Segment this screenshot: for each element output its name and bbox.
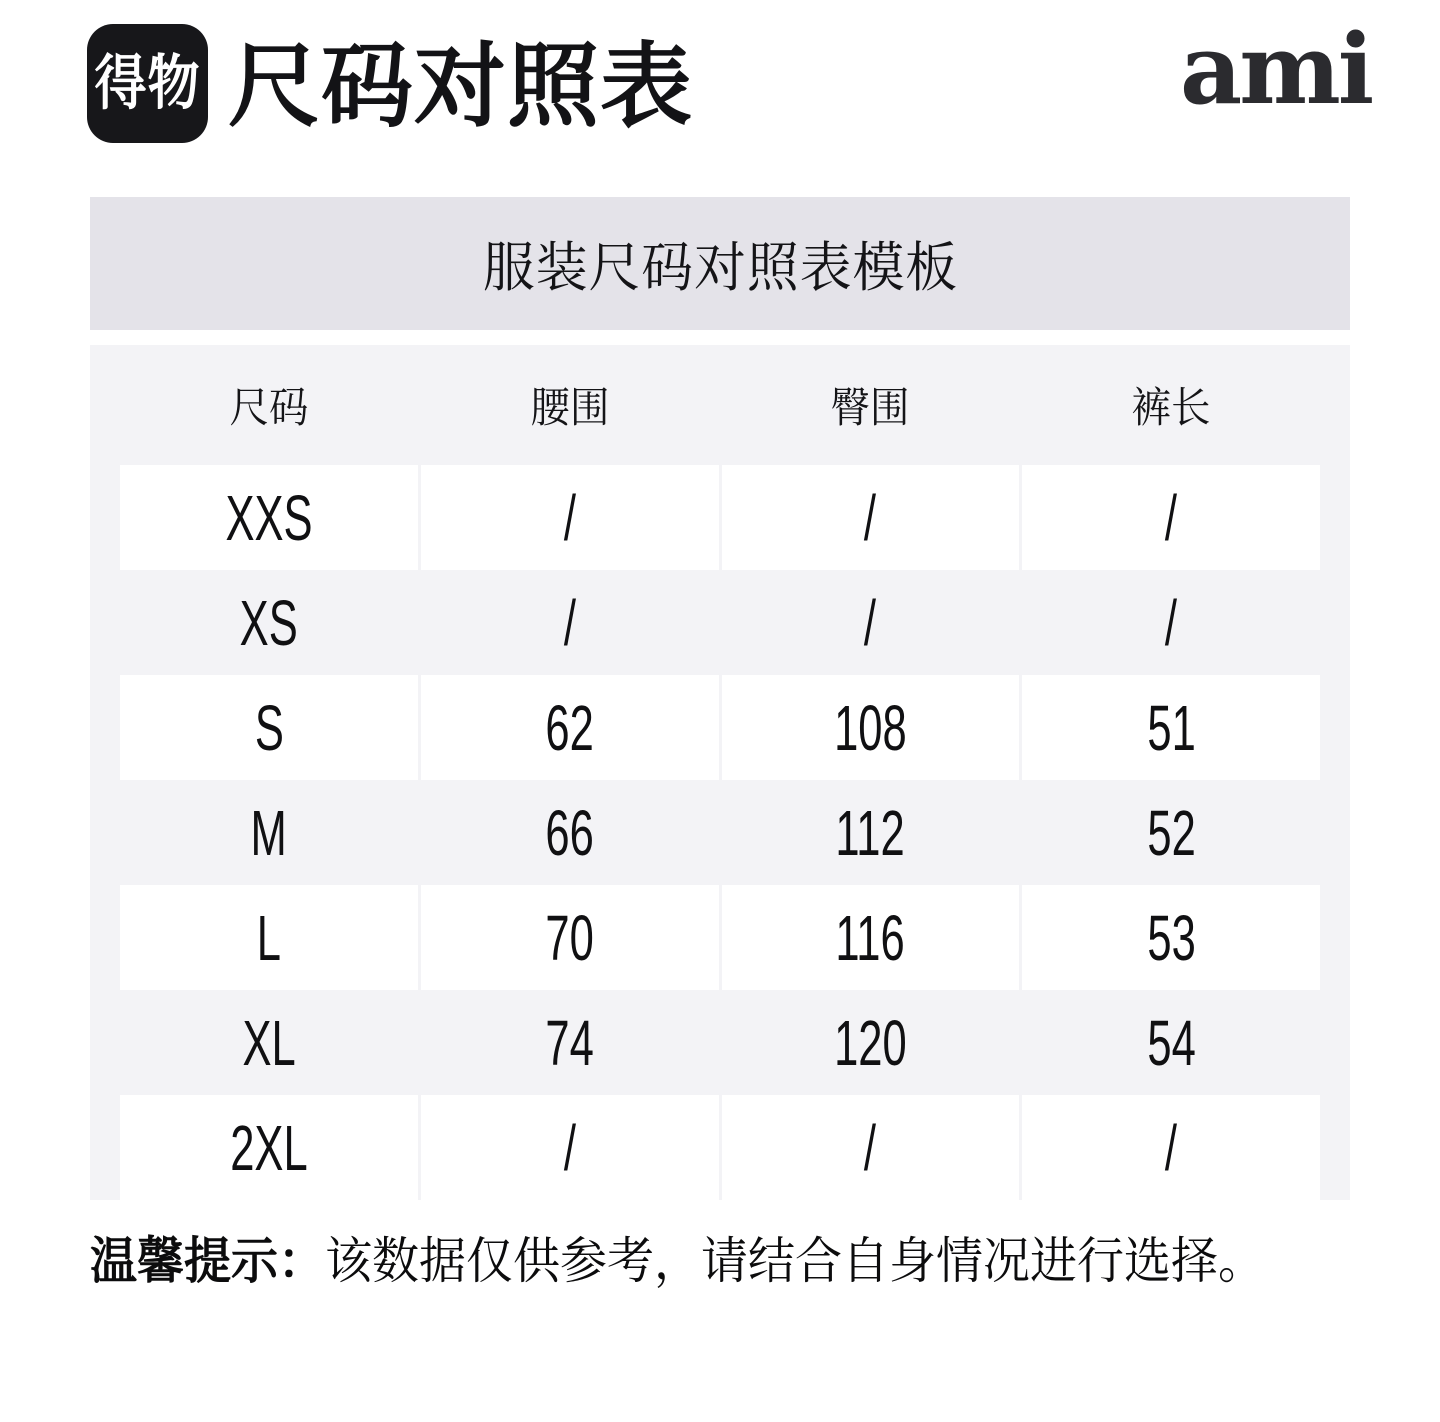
cell-waist: / <box>563 586 576 659</box>
table-row-l <box>90 885 1350 990</box>
header-cell-pants-length: 裤长 <box>1131 384 1211 431</box>
header-cell-hip: 臀围 <box>830 384 910 431</box>
cell-hip: 108 <box>722 675 1020 780</box>
tip-label: 温馨提示： <box>90 1233 325 1289</box>
cell-pants-length: / <box>1022 465 1320 570</box>
cell-hip: 112 <box>835 796 906 869</box>
table-row-s <box>90 675 1350 780</box>
cell-size: XXS <box>120 465 418 570</box>
size-table <box>90 345 1350 1200</box>
cell-size: M <box>250 796 288 869</box>
cell-waist: / <box>421 465 719 570</box>
table-row-xxs <box>90 465 1350 570</box>
cell-hip: / <box>722 1095 1020 1200</box>
cell-pants-length: 53 <box>1022 885 1320 990</box>
cell-size: XS <box>239 586 298 659</box>
cell-pants-length: 52 <box>1146 796 1196 869</box>
table-row-xs <box>90 570 1350 675</box>
ami-brand-logo: ami <box>1180 13 1372 126</box>
cell-pants-length: 51 <box>1022 675 1320 780</box>
header-cell-waist: 腰围 <box>530 384 610 431</box>
cell-size: S <box>120 675 418 780</box>
cell-size: 2XL <box>120 1095 418 1200</box>
cell-waist: 62 <box>421 675 719 780</box>
cell-waist: 74 <box>545 1006 594 1079</box>
cell-hip: 116 <box>722 885 1020 990</box>
cell-hip: 120 <box>834 1006 907 1079</box>
cell-size: XL <box>242 1006 296 1079</box>
dewu-logo <box>87 24 208 143</box>
table-row-2xl <box>90 1095 1350 1200</box>
header-cell-size: 尺码 <box>229 384 309 431</box>
cell-hip: / <box>864 586 877 659</box>
cell-pants-length: / <box>1022 1095 1320 1200</box>
cell-hip: / <box>722 465 1020 570</box>
page-title: 尺码对照表 <box>228 36 694 138</box>
cell-pants-length: / <box>1165 586 1178 659</box>
table-row-m <box>90 780 1350 885</box>
tip-note <box>90 1221 1340 1293</box>
cell-size: L <box>120 885 418 990</box>
cell-pants-length: 54 <box>1146 1006 1196 1079</box>
cell-waist: / <box>421 1095 719 1200</box>
table-row-xl <box>90 990 1350 1095</box>
cell-waist: 66 <box>545 796 594 869</box>
banner <box>90 197 1350 330</box>
tip-text: 该数据仅供参考，请结合自身情况进行选择。 <box>325 1233 1265 1289</box>
cell-waist: 70 <box>421 885 719 990</box>
dewu-logo-text: 得物 <box>94 50 201 117</box>
table-header-row <box>90 345 1350 465</box>
banner-title: 服装尺码对照表模板 <box>482 238 958 298</box>
